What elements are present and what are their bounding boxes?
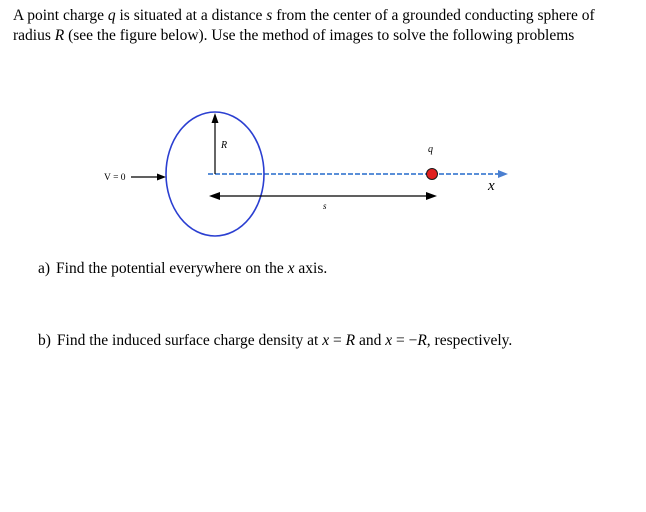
distance-arrowhead-left — [209, 192, 220, 200]
radius-arrowhead — [212, 113, 219, 123]
text-segment: = − — [392, 332, 418, 349]
x-symbol: x — [385, 332, 393, 349]
text-segment: Find the induced surface charge density at — [56, 332, 323, 349]
text-segment: A point charge — [13, 7, 108, 24]
question-b — [38, 331, 512, 351]
radius-label: R — [221, 140, 228, 151]
text-segment: = — [329, 332, 346, 349]
radius-symbol: R — [417, 332, 427, 349]
distance-symbol: s — [266, 7, 273, 24]
text-segment: and — [355, 332, 386, 349]
potential-label: V = 0 — [104, 173, 126, 183]
question-a — [38, 259, 327, 279]
text-segment: axis. — [294, 260, 328, 277]
text-segment: is situated at a distance — [115, 7, 267, 24]
x-axis-label: x — [488, 178, 495, 194]
x-symbol: x — [287, 260, 295, 277]
distance-arrowhead-right — [426, 192, 437, 200]
potential-arrowhead — [157, 174, 166, 181]
x-axis-arrowhead — [498, 170, 508, 178]
text-segment: , respectively. — [426, 332, 513, 349]
radius-symbol: R — [345, 332, 356, 349]
charge-symbol: q — [107, 7, 116, 24]
radius-symbol: R — [54, 27, 65, 44]
point-charge — [427, 169, 438, 180]
question-a-label: a) — [38, 260, 51, 277]
question-b-label: b) — [38, 332, 51, 349]
distance-label: s — [323, 201, 327, 211]
text-segment: Find the potential everywhere on the — [56, 260, 288, 277]
text-segment: (see the figure below). Use the method of images to solve the following problems — [64, 27, 575, 44]
text-segment: radius — [13, 27, 55, 44]
charge-label: q — [428, 144, 433, 155]
text-segment: from the center of a grounded conducting sphere of — [272, 7, 595, 24]
x-symbol: x — [322, 332, 330, 349]
